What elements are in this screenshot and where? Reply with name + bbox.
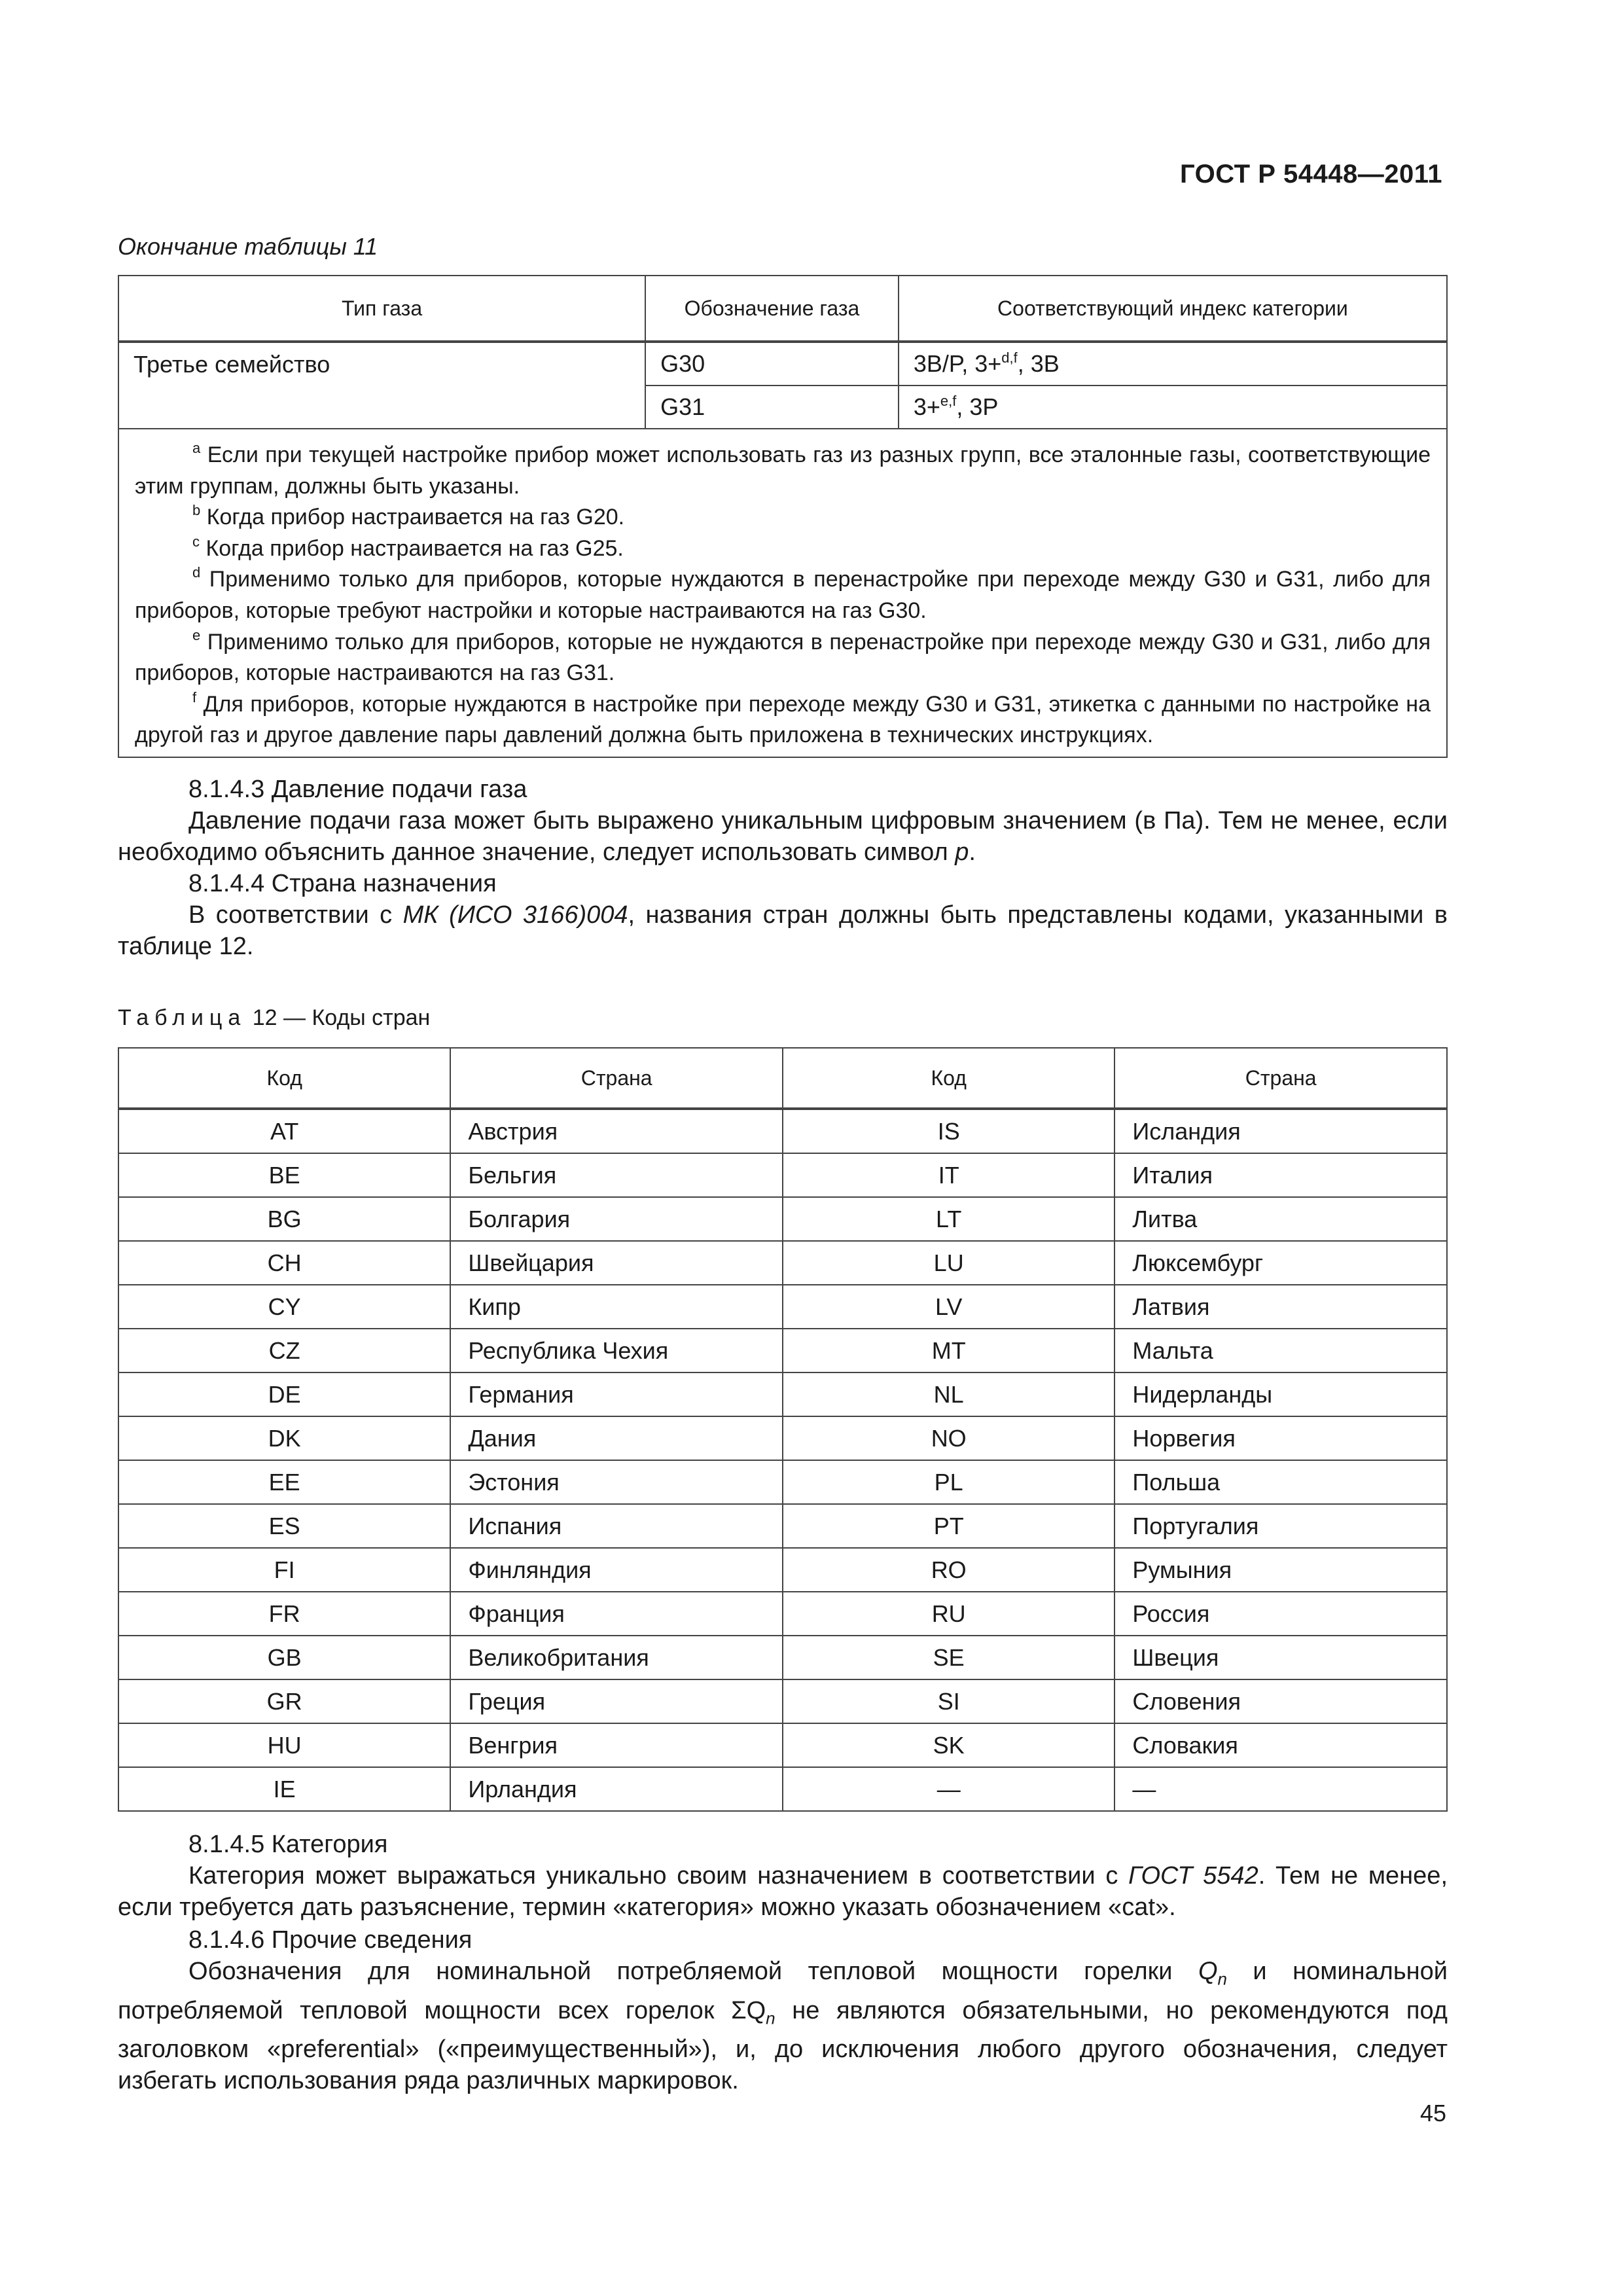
country-code-cell: GR	[118, 1679, 450, 1723]
country-name-cell: Румыния	[1115, 1548, 1447, 1592]
country-name-cell: Кипр	[450, 1285, 783, 1329]
country-name-cell: Люксембург	[1115, 1241, 1447, 1285]
section-paragraph	[118, 899, 1448, 962]
country-code-cell: SK	[783, 1723, 1115, 1767]
table-11-notes-row	[118, 429, 1447, 757]
country-name-cell: Латвия	[1115, 1285, 1447, 1329]
country-code-cell: FR	[118, 1592, 450, 1636]
country-name-cell: Болгария	[450, 1197, 783, 1241]
country-name-cell: Норвегия	[1115, 1416, 1447, 1460]
country-name-cell: Швейцария	[450, 1241, 783, 1285]
country-name-cell: Мальта	[1115, 1329, 1447, 1372]
country-code-cell: FI	[118, 1548, 450, 1592]
country-name-cell: Республика Чехия	[450, 1329, 783, 1372]
index-text: , 3B	[1017, 350, 1060, 377]
footnote-text: Когда прибор настраивается на газ G20.	[206, 505, 625, 530]
standard-reference: МК (ИСО 3166)004	[402, 901, 628, 929]
country-code-cell: IS	[783, 1109, 1115, 1153]
paragraph-text: , названия стран должны быть представлены кодами, указанными в таблице 12.	[118, 901, 1448, 960]
table-row	[118, 1416, 1447, 1460]
category-index-cell	[899, 386, 1447, 429]
gas-designation-cell: G30	[645, 342, 899, 386]
section-heading: 8.1.4.3 Давление подачи газа	[188, 776, 527, 803]
country-name-cell: Франция	[450, 1592, 783, 1636]
index-footnote-ref: e,f	[940, 393, 957, 409]
country-code-cell: LT	[783, 1197, 1115, 1241]
paragraph-text: не являются обязательными, но рекомендуются под заголовком «preferential» («преимущественный»), и, до исключения любого другого обозначения, следует избегать использования ряда различных маркировок.	[118, 1996, 1448, 2095]
table-12	[118, 1047, 1448, 1812]
country-code-cell: IE	[118, 1767, 450, 1811]
footnote	[135, 533, 1431, 565]
table-11	[118, 275, 1448, 758]
col-header-gas-type: Тип газа	[118, 276, 645, 342]
country-code-cell: IT	[783, 1153, 1115, 1197]
country-name-cell: Польша	[1115, 1460, 1447, 1504]
table-row	[118, 1460, 1447, 1504]
col-header-code: Код	[783, 1048, 1115, 1109]
country-name-cell: Великобритания	[450, 1636, 783, 1679]
table-row	[118, 1153, 1447, 1197]
index-footnote-ref: d,f	[1001, 350, 1018, 366]
country-name-cell: Финляндия	[450, 1548, 783, 1592]
table-row	[118, 1197, 1447, 1241]
country-name-cell: Греция	[450, 1679, 783, 1723]
table-row	[118, 1329, 1447, 1372]
col-header-category-index: Соответствующий индекс категории	[899, 276, 1447, 342]
footnote-text: Для приборов, которые нуждаются в настройке при переходе между G30 и G31, этикетка с данными по настройке на другой газ и другое давление пары давлений должна быть приложена в технических инструкциях.	[135, 691, 1431, 748]
country-code-cell: AT	[118, 1109, 450, 1153]
section-8-1-4-4	[118, 868, 1448, 962]
index-text: , 3P	[956, 393, 999, 420]
table-row	[118, 1679, 1447, 1723]
footnote-mark: e	[192, 626, 201, 643]
table-11-continuation-title: Окончание таблицы 11	[118, 233, 378, 260]
table-row	[118, 1241, 1447, 1285]
table-11-footnotes	[118, 429, 1447, 757]
country-code-cell: DK	[118, 1416, 450, 1460]
country-code-cell: PL	[783, 1460, 1115, 1504]
country-name-cell: Литва	[1115, 1197, 1447, 1241]
country-code-cell: PT	[783, 1504, 1115, 1548]
country-code-cell: ES	[118, 1504, 450, 1548]
table-row	[118, 1285, 1447, 1329]
paragraph-text: В соответствии с	[188, 901, 403, 929]
paragraph-text: . Тем не менее, если требуется дать разъяснение, термин «категория» можно указать обозначением «cat».	[118, 1862, 1448, 1921]
paragraph-text: и номинальной потребляемой тепловой мощности всех горелок	[118, 1958, 1448, 2024]
country-name-cell: —	[1115, 1767, 1447, 1811]
footnote	[135, 627, 1431, 689]
pressure-symbol: p	[955, 838, 969, 866]
country-code-cell: NL	[783, 1372, 1115, 1416]
country-code-cell: LU	[783, 1241, 1115, 1285]
footnote-text: Применимо только для приборов, которые не нуждаются в перенастройке при переходе между G30 и G31, либо для приборов, которые настраиваются на газ G31.	[135, 629, 1431, 686]
country-name-cell: Исландия	[1115, 1109, 1447, 1153]
country-code-cell: SI	[783, 1679, 1115, 1723]
country-code-cell: BE	[118, 1153, 450, 1197]
country-name-cell: Словакия	[1115, 1723, 1447, 1767]
section-8-1-4-5	[118, 1829, 1448, 1923]
footnote	[135, 502, 1431, 533]
document-id: ГОСТ Р 54448—2011	[1180, 160, 1442, 188]
table-row	[118, 1723, 1447, 1767]
category-index-cell	[899, 342, 1447, 386]
country-code-cell: MT	[783, 1329, 1115, 1372]
col-header-country: Страна	[450, 1048, 783, 1109]
country-code-cell: HU	[118, 1723, 450, 1767]
table-row	[118, 1109, 1447, 1153]
table-caption-label: Таблица	[118, 1005, 247, 1030]
footnote-mark: c	[192, 533, 200, 550]
footnote	[135, 564, 1431, 626]
footnote-mark: a	[192, 440, 201, 456]
country-name-cell: Венгрия	[450, 1723, 783, 1767]
footnote-text: Когда прибор настраивается на газ G25.	[205, 535, 624, 561]
country-code-cell: CH	[118, 1241, 450, 1285]
gas-designation-cell: G31	[645, 386, 899, 429]
index-text: 3B/P, 3+	[913, 350, 1002, 377]
section-8-1-4-6	[118, 1924, 1448, 2096]
country-name-cell: Бельгия	[450, 1153, 783, 1197]
country-name-cell: Швеция	[1115, 1636, 1447, 1679]
table-row	[118, 1548, 1447, 1592]
table-12-body	[118, 1109, 1447, 1811]
country-code-cell: EE	[118, 1460, 450, 1504]
section-heading: 8.1.4.5 Категория	[188, 1831, 388, 1858]
paragraph-text: Категория может выражаться уникально своим назначением в соответствии с	[188, 1862, 1129, 1890]
country-name-cell: Германия	[450, 1372, 783, 1416]
total-power-symbol: ΣQ	[731, 1996, 766, 2024]
footnote-mark: d	[192, 564, 201, 581]
country-name-cell: Россия	[1115, 1592, 1447, 1636]
table-row	[118, 1636, 1447, 1679]
gas-family-cell: Третье семейство	[118, 342, 645, 429]
table-row	[118, 1767, 1447, 1811]
page-number: 45	[1419, 2100, 1446, 2126]
section-8-1-4-3	[118, 774, 1448, 868]
country-code-cell: —	[783, 1767, 1115, 1811]
table-11-header-row	[118, 276, 1447, 342]
section-heading: 8.1.4.6 Прочие сведения	[188, 1926, 473, 1954]
footnote-mark: b	[192, 502, 201, 519]
table-row	[118, 1504, 1447, 1548]
country-code-cell: DE	[118, 1372, 450, 1416]
symbol-subscript: n	[766, 2008, 776, 2028]
country-name-cell: Испания	[450, 1504, 783, 1548]
table-12-caption	[118, 1005, 430, 1031]
country-name-cell: Ирландия	[450, 1767, 783, 1811]
col-header-gas-designation: Обозначение газа	[645, 276, 899, 342]
country-code-cell: NO	[783, 1416, 1115, 1460]
table-row	[118, 1592, 1447, 1636]
index-text: 3+	[913, 393, 940, 420]
country-code-cell: BG	[118, 1197, 450, 1241]
symbol-subscript: n	[1217, 1969, 1227, 1989]
country-code-cell: RU	[783, 1592, 1115, 1636]
country-name-cell: Португалия	[1115, 1504, 1447, 1548]
section-paragraph	[118, 1860, 1448, 1923]
footnote	[135, 689, 1431, 751]
section-paragraph	[118, 1956, 1448, 2096]
country-name-cell: Дания	[450, 1416, 783, 1460]
country-name-cell: Нидерланды	[1115, 1372, 1447, 1416]
country-code-cell: GB	[118, 1636, 450, 1679]
table-row	[118, 342, 1447, 386]
burner-power-symbol: Q	[1198, 1958, 1218, 1985]
footnote	[135, 440, 1431, 502]
table-row	[118, 1372, 1447, 1416]
country-code-cell: LV	[783, 1285, 1115, 1329]
country-code-cell: CY	[118, 1285, 450, 1329]
country-name-cell: Словения	[1115, 1679, 1447, 1723]
country-name-cell: Австрия	[450, 1109, 783, 1153]
col-header-code: Код	[118, 1048, 450, 1109]
paragraph-text: .	[969, 838, 976, 866]
footnote-text: Применимо только для приборов, которые нуждаются в перенастройке при переходе между G30 и G31, либо для приборов, которые требуют настройки и которые настраиваются на газ G30.	[135, 567, 1431, 623]
table-12-header-row	[118, 1048, 1447, 1109]
country-code-cell: CZ	[118, 1329, 450, 1372]
footnote-text: Если при текущей настройке прибор может использовать газ из разных групп, все эталонные газы, соответствующие этим группам, должны быть указаны.	[135, 442, 1431, 499]
footnote-mark: f	[192, 689, 197, 706]
section-heading: 8.1.4.4 Страна назначения	[188, 870, 497, 897]
standard-reference: ГОСТ 5542	[1128, 1862, 1258, 1890]
country-name-cell: Италия	[1115, 1153, 1447, 1197]
table-caption-title: 12 — Коды стран	[252, 1005, 431, 1030]
country-code-cell: RO	[783, 1548, 1115, 1592]
paragraph-text: Обозначения для номинальной потребляемой тепловой мощности горелки	[188, 1958, 1198, 1985]
section-paragraph	[118, 805, 1448, 868]
country-name-cell: Эстония	[450, 1460, 783, 1504]
paragraph-text: Давление подачи газа может быть выражено уникальным цифровым значением (в Па). Тем не менее, если необходимо объяснить данное значение, следует использовать символ	[118, 807, 1448, 866]
col-header-country: Страна	[1115, 1048, 1447, 1109]
country-code-cell: SE	[783, 1636, 1115, 1679]
